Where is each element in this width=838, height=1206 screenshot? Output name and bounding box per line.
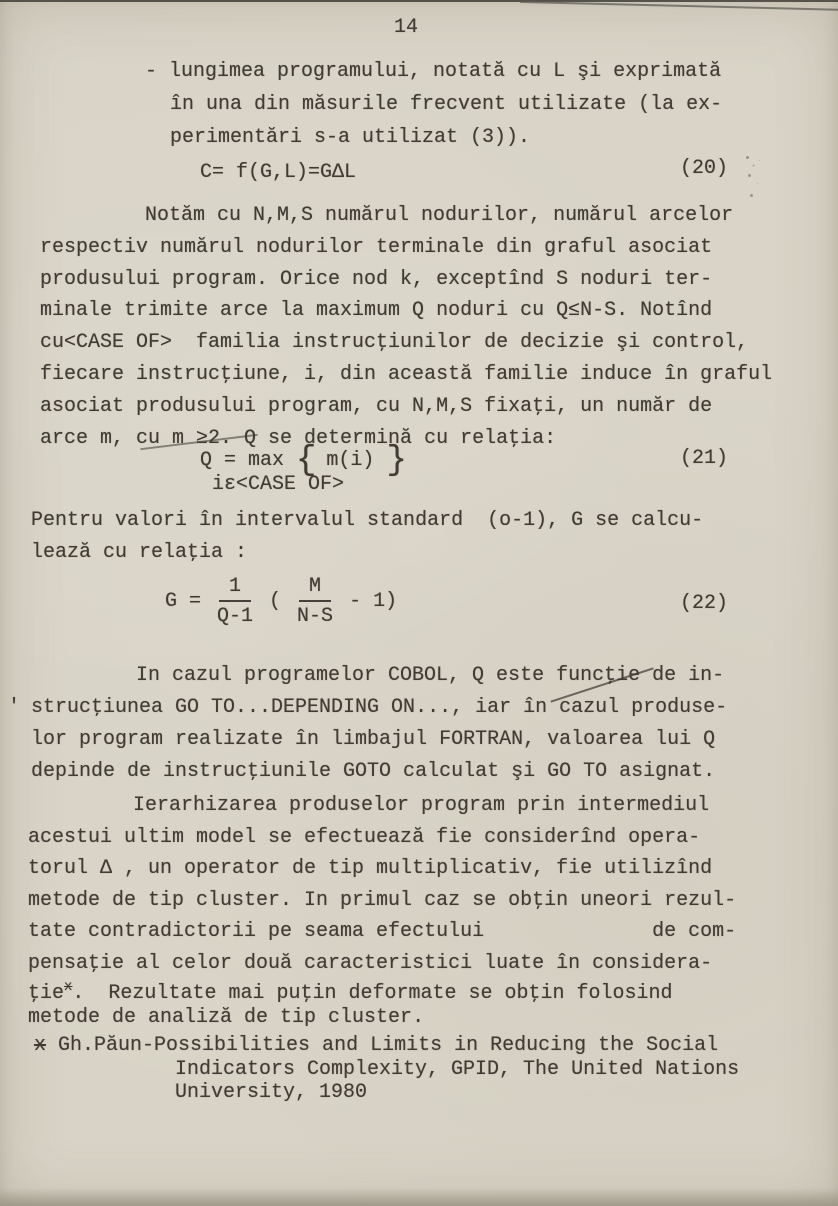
equation-21-subscript: iε<CASE OF> <box>212 473 345 496</box>
eq21-open-brace: { <box>296 442 315 480</box>
text-line: perimentări s-a utilizat (3)). <box>170 126 531 149</box>
scan-edge-bottom <box>0 1188 838 1206</box>
eq22-fraction-2 <box>295 575 335 629</box>
footnote-reference-marker: x <box>64 979 73 995</box>
text-line: lează cu relaţia : <box>31 541 248 564</box>
paragraph-ranking-last-line: metode de analiză de tip cluster. <box>28 1006 425 1029</box>
text-line: pensaţie al celor două caracteristici luate în considera- <box>28 951 713 975</box>
eq22-frac1-denominator: Q-1 <box>217 605 254 628</box>
text-line: produsului program. Orice nod k, exceptînd S noduri ter- <box>40 267 713 291</box>
text-line: - lungimea programului, notată cu L şi exprimată <box>145 60 722 83</box>
eq22-frac1-numerator: 1 <box>219 575 251 602</box>
text-line: metode de tip cluster. In primul caz se obţin uneori rezul- <box>28 888 737 912</box>
text-line: torul Δ , un operator de tip multiplicativ, fie utilizînd <box>28 857 713 880</box>
paragraph-program-length <box>145 55 722 154</box>
paragraph-interval <box>31 505 703 569</box>
text-line: Ierarhizarea produselor program prin intermediul <box>133 794 710 817</box>
eq21-lhs: Q = max <box>200 449 297 472</box>
text-line: tate contradictorii pe seama efectului de com- <box>28 920 737 943</box>
eq22-frac2-denominator: N-S <box>297 605 334 628</box>
scan-edge-top <box>0 0 838 2</box>
marker-line-post: . Rezultate mai puţin deformate se obţin folosind <box>72 982 673 1005</box>
eq21-close-brace: } <box>386 442 405 480</box>
eq21-argument: m(i) <box>314 449 387 472</box>
text-line: In cazul programelor COBOL, Q este funcţie de in- <box>136 664 725 687</box>
equation-22 <box>165 575 397 629</box>
footnote-citation: Gh.Păun-Possibilities and Limits in Reducing the Social <box>46 1034 719 1057</box>
text-line: fiecare instrucţiune, i, din această familie induce în graful <box>40 362 773 386</box>
text-line: acestui ultim model se efectuează fie considerînd opera- <box>28 825 701 849</box>
paragraph-ranking <box>28 790 736 979</box>
marker-line-pre: ţie <box>28 982 65 1005</box>
paragraph-graph-nodes <box>40 200 772 454</box>
margin-stray-mark: ' <box>8 696 21 719</box>
text-line: lor program realizate în limbajul FORTRAN, valoarea lui Q <box>31 728 716 751</box>
text-line: cu<CASE OF> familia instrucţiunilor de decizie şi control, <box>40 331 749 355</box>
text-line: strucţiunea GO TO...DEPENDING ON..., iar în cazul produse- <box>31 696 728 719</box>
eq22-frac2-numerator: M <box>299 575 331 602</box>
text-line: Notăm cu N,M,S numărul nodurilor, numărul arcelor <box>145 204 734 227</box>
text-line: respectiv numărul nodurilor terminale din graful asociat <box>40 235 713 259</box>
text-line: minale trimite arce la maximum Q noduri cu Q≤N-S. Notînd <box>40 299 713 323</box>
footnote-marker: x <box>34 1034 47 1057</box>
text-line: arce m, cu m ≥2. Q se determină cu relaţia: <box>40 426 557 450</box>
text-line: depinde de instrucţiunile GOTO calculat şi GO TO asignat. <box>31 760 716 783</box>
page-number: 14 <box>393 16 418 39</box>
text-line: asociat produsului program, cu N,M,S fixaţi, un număr de <box>40 394 713 418</box>
eq22-fraction-1 <box>215 575 255 629</box>
equation-20-number: (20) <box>680 157 729 180</box>
scan-edge-top-diagonal <box>520 1 838 11</box>
paragraph-cobol-fortran <box>31 660 727 788</box>
text-line: în una din măsurile frecvent utilizate (la ex- <box>170 93 723 116</box>
footnote-line-3: University, 1980 <box>175 1081 368 1104</box>
eq22-lhs: G = <box>165 590 202 613</box>
footnote-line-2: Indicators Complexity, GPID, The United Nations <box>175 1058 740 1081</box>
eq22-tail: - 1) <box>349 590 398 613</box>
text-line: Pentru valori în intervalul standard (o-1), G se calcu- <box>31 509 704 532</box>
equation-21-number: (21) <box>680 447 729 470</box>
ink-smudge <box>746 156 749 159</box>
eq22-open-paren: ( <box>269 590 282 613</box>
equation-22-number: (22) <box>680 592 729 615</box>
equation-20: C= f(G,L)=GΔL <box>200 161 357 184</box>
